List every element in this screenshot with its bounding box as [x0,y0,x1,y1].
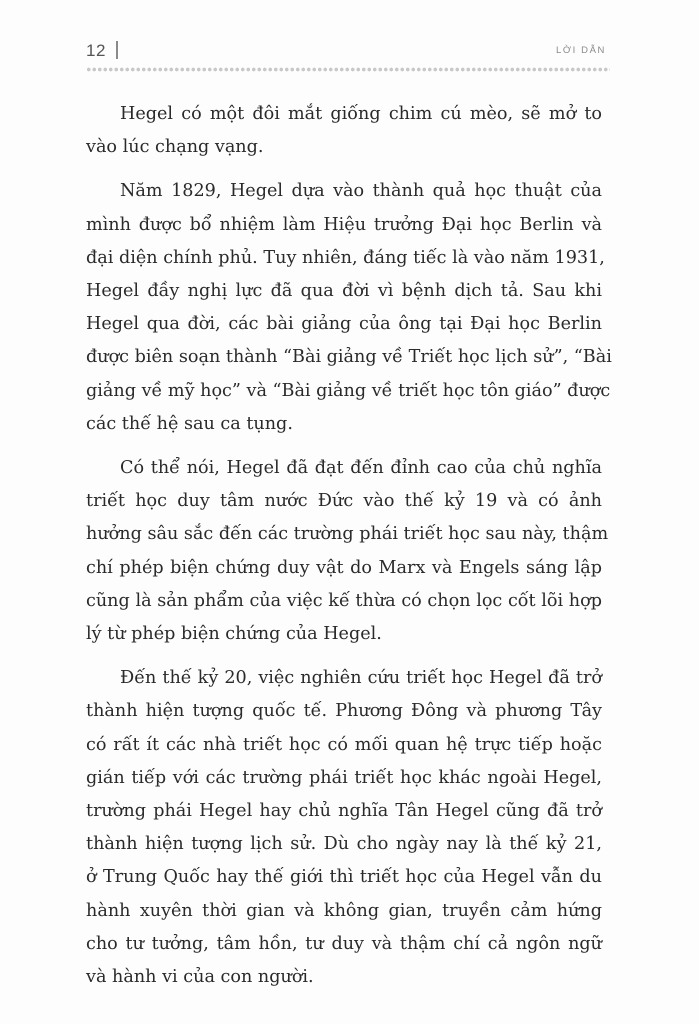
page-header [86,40,606,64]
text-line: ở Trung Quốc hay thế giới thì triết học của Hegel vẫn du [86,867,602,888]
body-text [86,98,612,1005]
paragraph-1 [86,98,602,164]
text-line: trường phái Hegel hay chủ nghĩa Tân Hegel cũng đã trở [86,801,602,822]
text-line: triết học duy tâm nước Đức vào thế kỷ 19 và có ảnh [86,491,602,512]
paragraph-3 [86,452,609,651]
text-line: Hegel qua đời, các bài giảng của ông tại Đại học Berlin [86,314,602,335]
text-line: đại diện chính phủ. Tuy nhiên, đáng tiếc là vào năm 1931, [86,247,605,268]
text-line: cho tư tưởng, tâm hồn, tư duy và thậm chí cả ngôn ngữ [86,933,602,954]
text-line: thành hiện tượng quốc tế. Phương Đông và phương Tây [86,701,602,722]
text-line: vào lúc chạng vạng. [86,137,264,158]
text-line: cũng là sản phẩm của việc kế thừa có chọn lọc cốt lõi hợp [86,590,602,611]
dotted-rule [86,66,610,73]
text-line: giảng về mỹ học” và “Bài giảng về triết học tôn giáo” được [86,380,611,401]
text-line: Hegel có một đôi mắt giống chim cú mèo, sẽ mở to [120,104,602,124]
page-number: 12 [86,41,106,60]
text-line: hưởng sâu sắc đến các trường phái triết học sau này, thậm [86,524,609,545]
text-line: được biên soạn thành “Bài giảng về Triết học lịch sử”, “Bài [86,347,612,368]
text-line: Năm 1829, Hegel dựa vào thành quả học thuật của [120,181,602,202]
text-line: Đến thế kỷ 20, việc nghiên cứu triết học Hegel đã trở [120,668,602,689]
text-line: hành xuyên thời gian và không gian, truyền cảm hứng [86,900,602,921]
text-line: Hegel đầy nghị lực đã qua đời vì bệnh dịch tả. Sau khi [86,281,602,302]
running-head: LỜI DẪN [556,45,606,56]
paragraph-4 [86,662,602,994]
text-line: các thế hệ sau ca tụng. [86,413,293,434]
text-line: lý từ phép biện chứng của Hegel. [86,624,382,645]
text-line: và hành vi của con người. [86,967,314,988]
text-line: Có thể nói, Hegel đã đạt đến đỉnh cao của chủ nghĩa [120,458,602,479]
text-line: mình được bổ nhiệm làm Hiệu trưởng Đại học Berlin và [86,214,602,235]
text-line: chí phép biện chứng duy vật do Marx và Engels sáng lập [86,557,602,578]
text-line: có rất ít các nhà triết học có mối quan hệ trực tiếp hoặc [86,734,602,755]
text-line: gián tiếp với các trường phái triết học khác ngoài Hegel, [86,767,602,788]
paragraph-2 [86,175,612,441]
text-line: thành hiện tượng lịch sử. Dù cho ngày nay là thế kỷ 21, [86,834,602,855]
header-separator [116,41,118,59]
